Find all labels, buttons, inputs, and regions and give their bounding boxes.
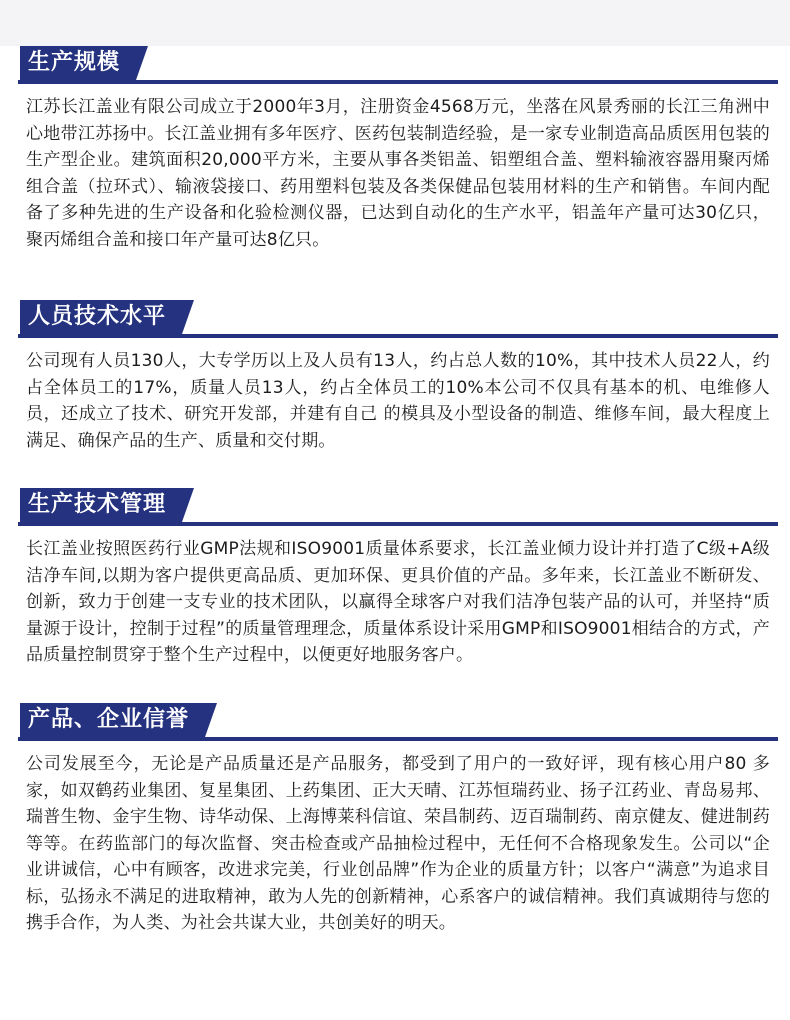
section-staff-technical-level xyxy=(0,300,790,454)
section-production-management xyxy=(0,488,790,669)
section-title: 人员技术水平 xyxy=(20,300,182,334)
section-body: 长江盖业按照医药行业GMP法规和ISO9001质量体系要求，长江盖业倾力设计并打造了C级+A级洁净车间,以期为客户提供更高品质、更加环保、更具价值的产品。多年来，长江盖业不断研发、创新，致力于创建一支专业的技术团队，以赢得全球客户对我们洁净包装产品的认可，并坚持“质量源于设计，控制于过程”的质量管理理念，质量体系设计采用GMP和ISO9001相结合的方式，产品质量控制贯穿于整个生产过程中，以便更好地服务客户。 xyxy=(26,539,770,665)
section-body: 江苏长江盖业有限公司成立于2000年3月，注册资金4568万元，坐落在风景秀丽的长江三角洲中心地带江苏扬中。长江盖业拥有多年医疗、医药包装制造经验，是一家专业制造高品质医用包装的生产型企业。建筑面积20,000平方米，主要从事各类铝盖、铝塑组合盖、塑料输液容器用聚丙烯组合盖（拉环式）、输液袋接口、药用塑料包装及各类保健品包装用材料的生产和销售。车间内配备了多种先进的生产设备和化验检测仪器，已达到自动化的生产水平，铝盖年产量可达30亿只，聚丙烯组合盖和接口年产量可达8亿只。 xyxy=(26,97,770,250)
section-header xyxy=(0,488,790,526)
section-title: 生产技术管理 xyxy=(20,488,182,522)
section-production-scale xyxy=(0,46,790,253)
section-body: 公司发展至今，无论是产品质量还是产品服务，都受到了用户的一致好评，现有核心用户80 多家，如双鹤药业集团、复星集团、上药集团、正大天晴、江苏恒瑞药业、扬子江药业、青岛易邦、瑞普生物、金宇生物、诗华动保、上海博莱科信谊、荣昌制药、迈百瑞制药、南京健友、健进制药等等。在药监部门的每次监督、突击检查或产品抽检过程中，无任何不合格现象发生。公司以“企业讲诚信，心中有顾客，改进求完美，行业创品牌”作为企业的质量方针；以客户“满意”为追求目标，弘扬永不满足的进取精神，敢为人先的创新精神，心系客户的诚信精神。我们真诚期待与您的携手合作，为人类、为社会共谋大业，共创美好的明天。 xyxy=(26,754,770,933)
section-title: 产品、企业信誉 xyxy=(20,703,205,737)
section-header xyxy=(0,300,790,338)
header-rule xyxy=(18,522,778,526)
header-rule xyxy=(18,737,778,741)
section-header xyxy=(0,46,790,84)
section-body: 公司现有人员130人，大专学历以上及人员有13人，约占总人数的10%，其中技术人员22人，约占全体员工的17%，质量人员13人，约占全体员工的10%本公司不仅具有基本的机、电维修人员，还成立了技术、研究开发部，并建有自己 的模具及小型设备的制造、维修车间，最大程度上满足、确保产品的生产、质量和交付期。 xyxy=(26,351,770,451)
section-product-reputation xyxy=(0,703,790,937)
header-rule xyxy=(18,334,778,338)
top-band xyxy=(0,0,790,46)
section-header xyxy=(0,703,790,741)
header-rule xyxy=(18,80,778,84)
section-title: 生产规模 xyxy=(20,46,136,80)
